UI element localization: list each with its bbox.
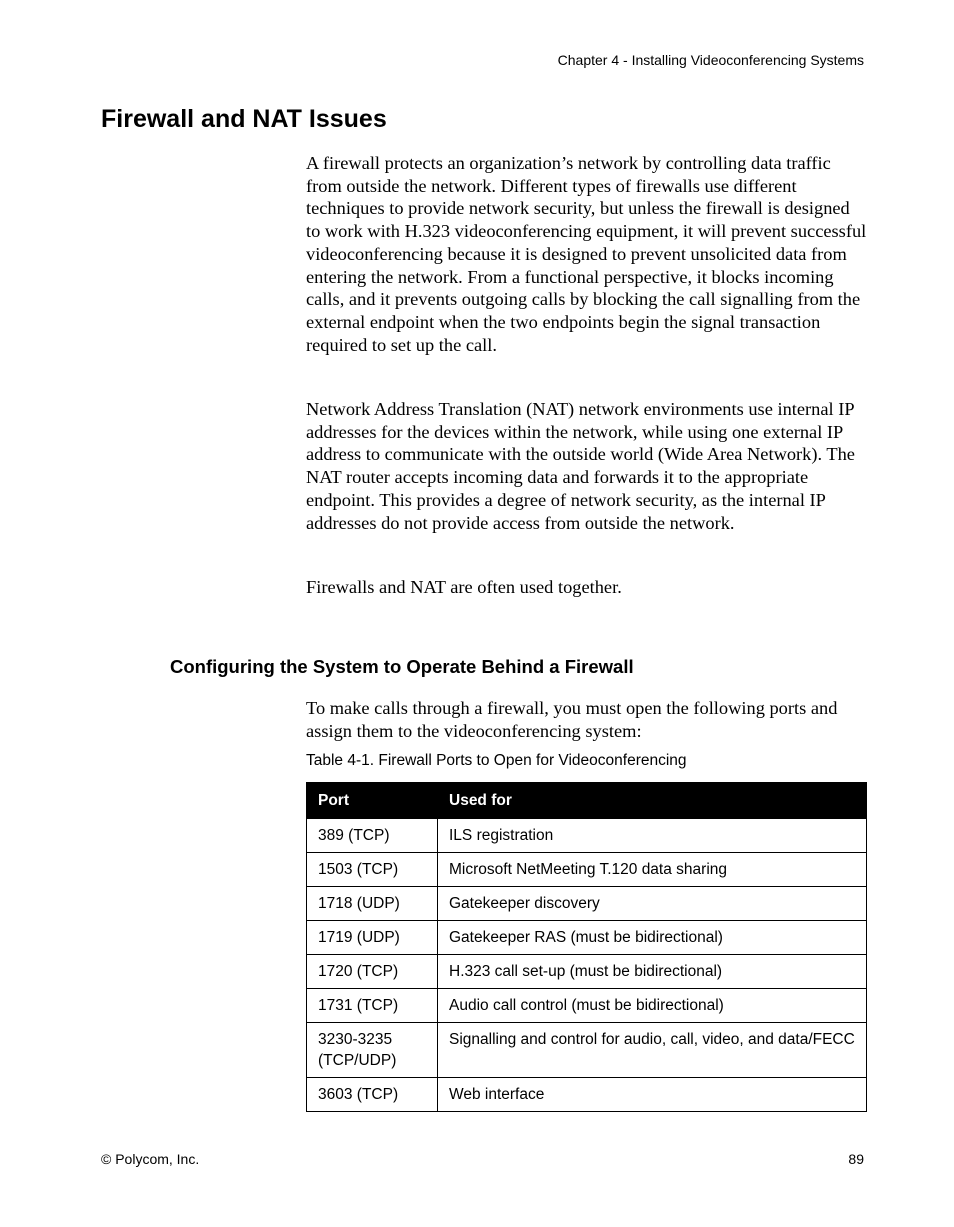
cell-used-for: Audio call control (must be bidirectional) <box>438 989 867 1023</box>
cell-port: 1718 (UDP) <box>307 887 438 921</box>
cell-port: 1719 (UDP) <box>307 921 438 955</box>
paragraph-firewall: A firewall protects an organization’s network by controlling data traffic from outside the network. Different types of firewalls use different techniques to provide network security, but unless the firewall is designed to work with H.323 videoconferencing equipment, it will prevent successful videoconferencing because it is designed to prevent unsolicited data from entering the network. From a functional perspective, it blocks incoming calls, and it prevents outgoing calls by blocking the call signalling from the external endpoint when the two endpoints begin the signal transaction required to set up the call. <box>306 153 867 355</box>
table-row <box>307 819 867 853</box>
cell-used-for: Signalling and control for audio, call, video, and data/FECC <box>438 1023 867 1078</box>
paragraph-together: Firewalls and NAT are often used together. <box>306 577 622 597</box>
header-port: Port <box>307 783 438 819</box>
paragraph-nat: Network Address Translation (NAT) network environments use internal IP addresses for the devices within the network, while using one external IP address to communicate with the outside world (Wide Area Network). The NAT router accepts incoming data and forwards it to the appropriate endpoint. This provides a degree of network security, as the internal IP addresses do not provide access from outside the network. <box>306 399 855 533</box>
footer-page-number: 89 <box>848 1151 864 1167</box>
header-used-for: Used for <box>438 783 867 819</box>
table-row <box>307 921 867 955</box>
table-row <box>307 853 867 887</box>
cell-used-for: ILS registration <box>438 819 867 853</box>
table-row <box>307 989 867 1023</box>
cell-used-for: Gatekeeper RAS (must be bidirectional) <box>438 921 867 955</box>
cell-used-for: Web interface <box>438 1078 867 1112</box>
table-row <box>307 955 867 989</box>
table-row <box>307 1023 867 1078</box>
table-caption: Table 4-1. Firewall Ports to Open for Videoconferencing <box>306 752 687 769</box>
ports-table <box>306 782 867 1112</box>
cell-port: 1503 (TCP) <box>307 853 438 887</box>
cell-port: 3603 (TCP) <box>307 1078 438 1112</box>
table-row <box>307 887 867 921</box>
cell-used-for: H.323 call set-up (must be bidirectional) <box>438 955 867 989</box>
cell-used-for: Microsoft NetMeeting T.120 data sharing <box>438 853 867 887</box>
cell-port: 1720 (TCP) <box>307 955 438 989</box>
cell-used-for: Gatekeeper discovery <box>438 887 867 921</box>
cell-port: 3230-3235 (TCP/UDP) <box>307 1023 438 1078</box>
table-row <box>307 1078 867 1112</box>
table-header-row <box>307 783 867 819</box>
footer-copyright: © Polycom, Inc. <box>101 1151 200 1167</box>
cell-port: 1731 (TCP) <box>307 989 438 1023</box>
subsection-title: Configuring the System to Operate Behind a Firewall <box>170 656 634 677</box>
section-title: Firewall and NAT Issues <box>101 105 387 133</box>
running-header: Chapter 4 - Installing Videoconferencing Systems <box>557 52 864 68</box>
paragraph-intro: To make calls through a firewall, you must open the following ports and assign them to the videoconferencing system: <box>306 698 838 741</box>
cell-port: 389 (TCP) <box>307 819 438 853</box>
